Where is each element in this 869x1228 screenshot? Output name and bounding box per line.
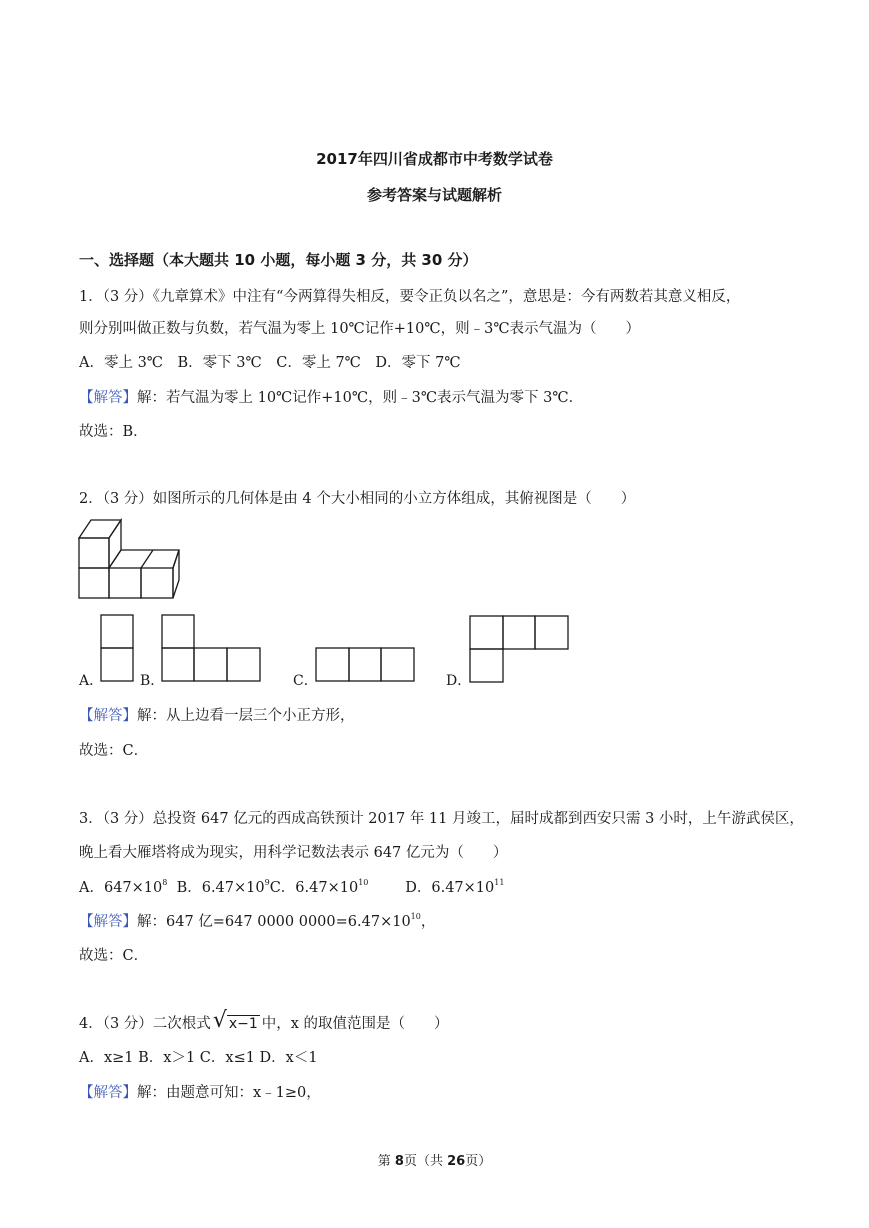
q2-line1: 2．（3 分）如图所示的几何体是由 4 个大小相同的小立方体组成，其俯视图是（ ） [79, 491, 636, 507]
footer-suffix: 页） [465, 1154, 492, 1169]
footer-page-number: 8 [394, 1154, 404, 1169]
section-heading: 一、选择题（本大题共 10 小题，每小题 3 分，共 30 分） [79, 251, 478, 269]
q2-answer-text: 解：从上边看一层三个小正方形， [137, 708, 355, 724]
q2-option-d-figure [469, 615, 571, 683]
page-footer [0, 1150, 869, 1169]
q3-options [79, 876, 504, 897]
q1-options: A．零上 3℃ B．零下 3℃ C．零上 7℃ D．零下 7℃ [79, 355, 461, 371]
q2-choice: 故选：C． [79, 743, 149, 759]
q2-label-d: D． [446, 673, 472, 689]
q3-opt-a: A．647×10 [79, 880, 163, 896]
q2-option-a-figure [100, 614, 136, 682]
q1-line2: 则分别叫做正数与负数，若气温为零上 10℃记作+10℃，则﹣3℃表示气温为（ ） [79, 321, 641, 337]
q2-label-a: A． [79, 673, 104, 689]
q2-solid-figure [78, 518, 182, 600]
q1-choice: 故选：B． [79, 424, 148, 440]
q1-answer [79, 386, 583, 407]
q3-line2: 晚上看大雁塔将成为现实，用科学记数法表示 647 亿元为（ ） [79, 845, 508, 861]
page-subtitle: 参考答案与试题解析 [366, 186, 502, 204]
radical-sign-icon: √ [212, 1008, 227, 1033]
page-title: 2017年四川省成都市中考数学试卷 [316, 150, 553, 168]
q3-opt-c: C．6.47×10 [269, 880, 359, 896]
q1-answer-tag: 【解答】 [79, 390, 137, 406]
q3-opt-d: D．6.47×10 [405, 880, 495, 896]
q2-option-c-figure [315, 647, 417, 683]
q4-line1-after: 中，x 的取值范围是（ ） [261, 1016, 449, 1032]
q3-answer-text: 解：647 亿=647 0000 0000=6.47×10 [137, 914, 411, 930]
q4-sqrt [212, 1008, 260, 1033]
q4-line1 [79, 1008, 449, 1033]
q1-answer-text: 解：若气温为零上 10℃记作+10℃，则﹣3℃表示气温为零下 3℃． [137, 390, 584, 406]
q1-line1: 1．（3 分）《九章算术》中注有“今两算得失相反，要令正负以名之”，意思是：今有两数若其意义相反， [79, 289, 741, 305]
q3-opt-b: B．6.47×10 [176, 880, 265, 896]
footer-middle: 页（共 [403, 1154, 448, 1169]
q4-radicand: x−1 [228, 1016, 258, 1032]
q3-answer-exp: 10 [410, 912, 421, 921]
q3-opt-b-exp: 9 [264, 878, 270, 887]
q3-line1: 3．（3 分）总投资 647 亿元的西成高铁预计 2017 年 11 月竣工，届时成都到西安只需 3 小时，上午游武侯区， [79, 811, 804, 827]
q2-label-b: B． [140, 673, 165, 689]
q2-option-b-figure [161, 614, 263, 682]
footer-total-pages: 26 [447, 1154, 466, 1169]
q4-answer-tag: 【解答】 [79, 1085, 137, 1101]
q4-options: A．x≥1 B．x＞1 C．x≤1 D．x＜1 [79, 1050, 318, 1066]
q2-answer-tag: 【解答】 [79, 708, 137, 724]
q3-answer [79, 910, 435, 931]
q4-answer-text: 解：由题意可知：x﹣1≥0， [137, 1085, 321, 1101]
q4-line1-before: 4．（3 分）二次根式 [79, 1016, 211, 1032]
q3-opt-a-exp: 8 [162, 878, 168, 887]
q3-answer-tag: 【解答】 [79, 914, 137, 930]
footer-prefix: 第 [377, 1154, 395, 1169]
q3-choice: 故选：C． [79, 948, 149, 964]
q2-label-c: C． [293, 673, 318, 689]
q3-answer-end: ， [420, 914, 436, 930]
q4-answer [79, 1081, 321, 1102]
q3-opt-d-exp: 11 [494, 878, 505, 887]
q2-answer [79, 704, 355, 725]
q3-opt-c-exp: 10 [358, 878, 369, 887]
